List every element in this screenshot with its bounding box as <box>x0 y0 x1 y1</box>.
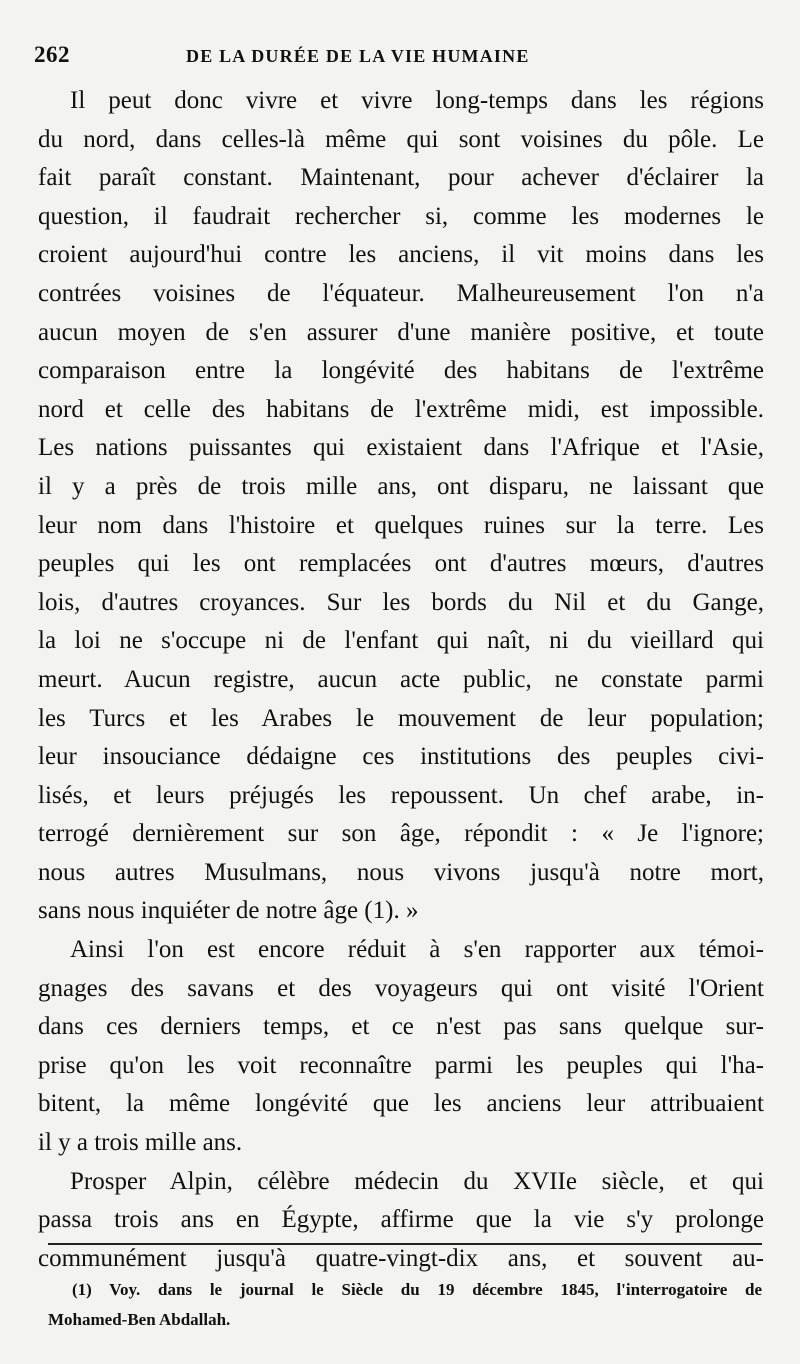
text-line: prise qu'on les voit reconnaître parmi les peuples qui l'ha- <box>38 1051 764 1079</box>
text-line: les Turcs et les Arabes le mouvement de leur population; <box>38 704 764 732</box>
text-line: croient aujourd'hui contre les anciens, il vit moins dans les <box>38 241 764 269</box>
text-line: meurt. Aucun registre, aucun acte public, ne constate parmi <box>38 665 764 693</box>
text-line: bitent, la même longévité que les anciens leur attribuaient <box>38 1090 764 1118</box>
page-number: 262 <box>34 42 70 67</box>
text-line: lisés, et leurs préjugés les repoussent. Un chef arabe, in- <box>38 781 764 809</box>
text-line: leur insouciance dédaigne ces institutions des peuples civi- <box>38 743 764 771</box>
text-line: communément jusqu'à quatre-vingt-dix ans, et souvent au- <box>38 1244 764 1272</box>
text-line: nous autres Musulmans, nous vivons jusqu'à notre mort, <box>38 858 764 886</box>
footnote-rule <box>48 1243 762 1245</box>
text-line: Ainsi l'on est encore réduit à s'en rapporter aux témoi- <box>70 936 764 964</box>
text-line: sans nous inquiéter de notre âge (1). » <box>38 897 419 925</box>
text-line: aucun moyen de s'en assurer d'une manière positive, et toute <box>38 318 764 346</box>
text-line: du nord, dans celles-là même qui sont voisines du pôle. Le <box>38 125 764 153</box>
footnote-line: Mohamed-Ben Abdallah. <box>48 1310 231 1329</box>
text-line: passa trois ans en Égypte, affirme que la vie s'y prolonge <box>38 1206 764 1234</box>
text-line: Prosper Alpin, célèbre médecin du XVIIe siècle, et qui <box>70 1167 764 1195</box>
text-line: la loi ne s'occupe ni de l'enfant qui naît, ni du vieillard qui <box>38 627 764 655</box>
text-line: il y a trois mille ans. <box>38 1129 243 1157</box>
text-line: peuples qui les ont remplacées ont d'autres mœurs, d'autres <box>38 550 764 578</box>
text-line: dans ces derniers temps, et ce n'est pas sans quelque sur- <box>38 1013 764 1041</box>
body-text <box>38 82 764 1278</box>
text-line: gnages des savans et des voyageurs qui ont visité l'Orient <box>38 974 764 1002</box>
footnotes <box>48 1275 762 1335</box>
running-title: DE LA DURÉE DE LA VIE HUMAINE <box>186 46 530 66</box>
text-line: terrogé dernièrement sur son âge, répondit : « Je l'ignore; <box>38 820 764 848</box>
text-line: nord et celle des habitans de l'extrême midi, est impossible. <box>38 395 764 423</box>
text-line: fait paraît constant. Maintenant, pour achever d'éclairer la <box>38 164 764 192</box>
running-head <box>34 42 764 72</box>
text-line: contrées voisines de l'équateur. Malheureusement l'on n'a <box>38 279 764 307</box>
text-line: lois, d'autres croyances. Sur les bords du Nil et du Gange, <box>38 588 764 616</box>
footnote-line: (1) Voy. dans le journal le Siècle du 19 décembre 1845, l'interrogatoire de <box>72 1280 762 1299</box>
text-line: question, il faudrait rechercher si, comme les modernes le <box>38 202 764 230</box>
text-line: leur nom dans l'histoire et quelques ruines sur la terre. Les <box>38 511 764 539</box>
text-line: comparaison entre la longévité des habitans de l'extrême <box>38 357 764 385</box>
text-line: il y a près de trois mille ans, ont disparu, ne laissant que <box>38 472 764 500</box>
text-line: Il peut donc vivre et vivre long-temps dans les régions <box>70 87 764 114</box>
text-line: Les nations puissantes qui existaient dans l'Afrique et l'Asie, <box>38 434 764 462</box>
